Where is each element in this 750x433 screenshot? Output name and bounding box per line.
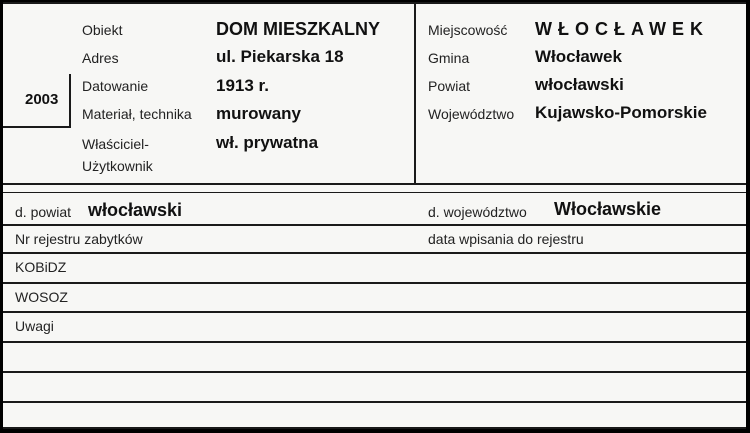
county-value: włocławski xyxy=(535,75,624,94)
registry-number-label: Nr rejestru zabytków xyxy=(15,231,143,247)
voivodeship-label: Województwo xyxy=(428,106,515,122)
row-line-3 xyxy=(3,282,746,284)
registry-date-label: data wpisania do rejestru xyxy=(428,231,584,247)
row-line-7 xyxy=(3,401,746,403)
header-divider xyxy=(414,2,416,184)
row-line-4 xyxy=(3,311,746,313)
kobidz-label: KOBiDZ xyxy=(15,259,67,275)
voivodeship-value: Kujawsko-Pomorskie xyxy=(535,103,707,122)
dating-value: 1913 r. xyxy=(216,76,269,95)
owner-value: wł. prywatna xyxy=(216,133,319,152)
row-line-5 xyxy=(3,341,746,343)
dating-label: Datowanie xyxy=(82,78,149,94)
header-bottom-line xyxy=(3,183,746,185)
user-label: Użytkownik xyxy=(82,158,153,174)
former-county-value: włocławski xyxy=(88,200,183,220)
remarks-label: Uwagi xyxy=(15,318,54,334)
material-label: Materiał, technika xyxy=(82,106,192,122)
address-value: ul. Piekarska 18 xyxy=(216,47,344,66)
commune-value: Włocławek xyxy=(535,47,622,66)
row-line-1 xyxy=(3,224,746,226)
county-label: Powiat xyxy=(428,78,471,94)
commune-label: Gmina xyxy=(428,50,470,66)
row-line-2 xyxy=(3,252,746,254)
owner-label: Właściciel- xyxy=(82,136,149,152)
former-county-label: d. powiat xyxy=(15,204,72,220)
object-label: Obiekt xyxy=(82,22,123,38)
former-admin-line xyxy=(3,192,746,193)
row-line-6 xyxy=(3,371,746,373)
number-box-bottom-border xyxy=(3,126,71,128)
bottom-border xyxy=(3,427,746,429)
card-number: 2003 xyxy=(25,91,59,108)
former-voivodeship-value: Włocławskie xyxy=(554,199,662,219)
material-value: murowany xyxy=(216,104,302,123)
locality-label: Miejscowość xyxy=(428,22,508,38)
locality-value: WŁOCŁAWEK xyxy=(535,19,709,39)
wosoz-label: WOSOZ xyxy=(15,289,68,305)
number-box-right-border xyxy=(69,74,71,128)
former-voivodeship-label: d. województwo xyxy=(428,204,527,220)
record-card xyxy=(3,2,746,429)
address-label: Adres xyxy=(82,50,119,66)
top-border xyxy=(3,2,746,4)
object-value: DOM MIESZKALNY xyxy=(216,19,380,39)
